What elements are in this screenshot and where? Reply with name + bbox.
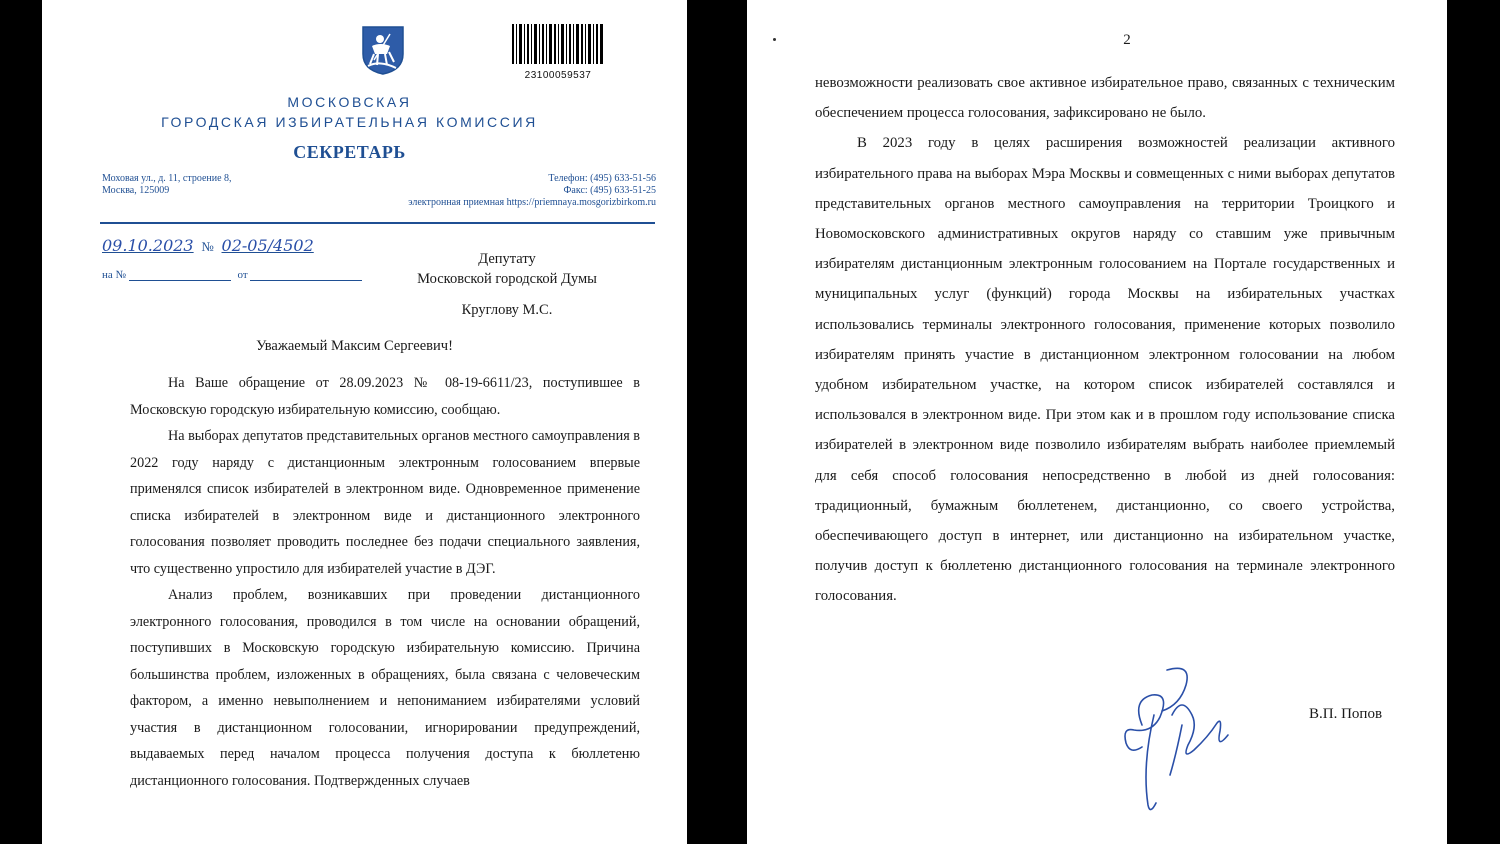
org-name-line2: ГОРОДСКАЯ ИЗБИРАТЕЛЬНАЯ КОМИССИЯ [161, 114, 538, 130]
registration-number: 02-05/4502 [221, 236, 314, 255]
addressee-block [402, 249, 612, 289]
registration-date: 09.10.2023 [102, 236, 194, 255]
address-line: Москва, 125009 [102, 185, 170, 196]
barcode-icon [510, 22, 606, 66]
reference-line [102, 269, 362, 281]
addressee-line: Депутату [478, 251, 536, 267]
letter-page-1 [42, 0, 687, 844]
ref-date-label: от [237, 269, 248, 281]
paragraph: Анализ проблем, возникавших при проведении дистанционного электронного голосования, проводился в том числе на основании обращений, поступивших в Московскую городскую избирательную комиссию. Причина большинства проблем, изложенных в обращениях, была связана с человеческим фактором, а именно невыполнением и непониманием избирателями условий участия в дистанционном голосовании, игнорировании предупреждений, выдаваемых перед началом процесса получения доступа к бюллетеню дистанционного голосования. Подтвержденных случаев [130, 587, 640, 789]
paragraph: невозможности реализовать свое активное избирательное право, связанных с техническим обеспечением процесса голосования, зафиксировано не было. [815, 75, 1395, 122]
address-line: Моховая ул., д. 11, строение 8, [102, 173, 232, 184]
page-number: 2 [1123, 32, 1131, 48]
ref-date-blank [250, 269, 362, 281]
registration-no-label: № [201, 239, 214, 254]
paragraph: На выборах депутатов представительных органов местного самоуправления в 2022 году наряду с дистанционным электронным голосованием впервые применялся список избирателей в электронном виде. Одновременное применение списка избирателей в электронном виде и дистанционного электронного голосования позволяет проводить последнее без подачи специального заявления, что существенно упростило для избирателей участие в ДЭГ. [130, 428, 640, 577]
e-reception: электронная приемная https://priemnaya.mosgorizbirkom.ru [408, 197, 656, 208]
greeting: Уважаемый Максим Сергеевич! [256, 338, 453, 354]
phone: Телефон: (495) 633-51-56 [548, 173, 656, 184]
signer-name: В.П. Попов [1309, 706, 1383, 722]
addressee-name: Круглову М.С. [461, 302, 553, 318]
letter-body [130, 370, 640, 794]
paragraph: На Ваше обращение от 28.09.2023 № 08-19-6611/23, поступившее в Московскую городскую избирательную комиссию, сообщаю. [130, 375, 640, 418]
address-block [102, 173, 232, 197]
org-name-line1: МОСКОВСКАЯ [287, 94, 412, 110]
letterhead-divider [100, 222, 655, 224]
contacts-block [408, 173, 656, 209]
registration-line [102, 236, 314, 256]
ref-number-label: на № [102, 269, 127, 281]
ref-number-blank [129, 269, 231, 281]
letter-body [815, 68, 1395, 612]
letter-page-2 [747, 0, 1447, 844]
letterhead-title: СЕКРЕТАРЬ [293, 142, 406, 162]
handwritten-signature [1112, 655, 1232, 820]
moscow-coat-of-arms-icon [360, 24, 406, 76]
addressee-line: Московской городской Думы [417, 271, 597, 287]
paragraph: В 2023 году в целях расширения возможностей реализации активного избирательного права на выборах Мэра Москвы и совмещенных с ними выборах депутатов представительных органов местного самоуправления на территории Троицкого и Новомосковского административных округов наряду со ставшим уже привычным избирателям дистанционным электронным голосованием на Портале государственных и муниципальных услуг (функций) города Москвы на избирательных участках использовались терминалы электронного голосования, применение которых позволило избирателям принять участие в дистанционном электронном голосовании на любом удобном избирательном участке, на котором список избирателей составлялся и использовался в электронном виде. При этом как и в прошлом году использование списка избирателей в электронном виде позволило избирателям выбрать наиболее приемлемый для себя способ голосования непосредственно в любой из дней голосования: традиционный, бумажным бюллетенем, дистанционно, со своего устройства, обеспечивающего доступ в интернет, или дистанционно на избирательном участке, получив доступ к бюллетеню дистанционного голосования на терминале электронного голосования. [815, 135, 1395, 605]
fax: Факс: (495) 633-51-25 [563, 185, 656, 196]
barcode-number: 23100059537 [524, 70, 592, 81]
